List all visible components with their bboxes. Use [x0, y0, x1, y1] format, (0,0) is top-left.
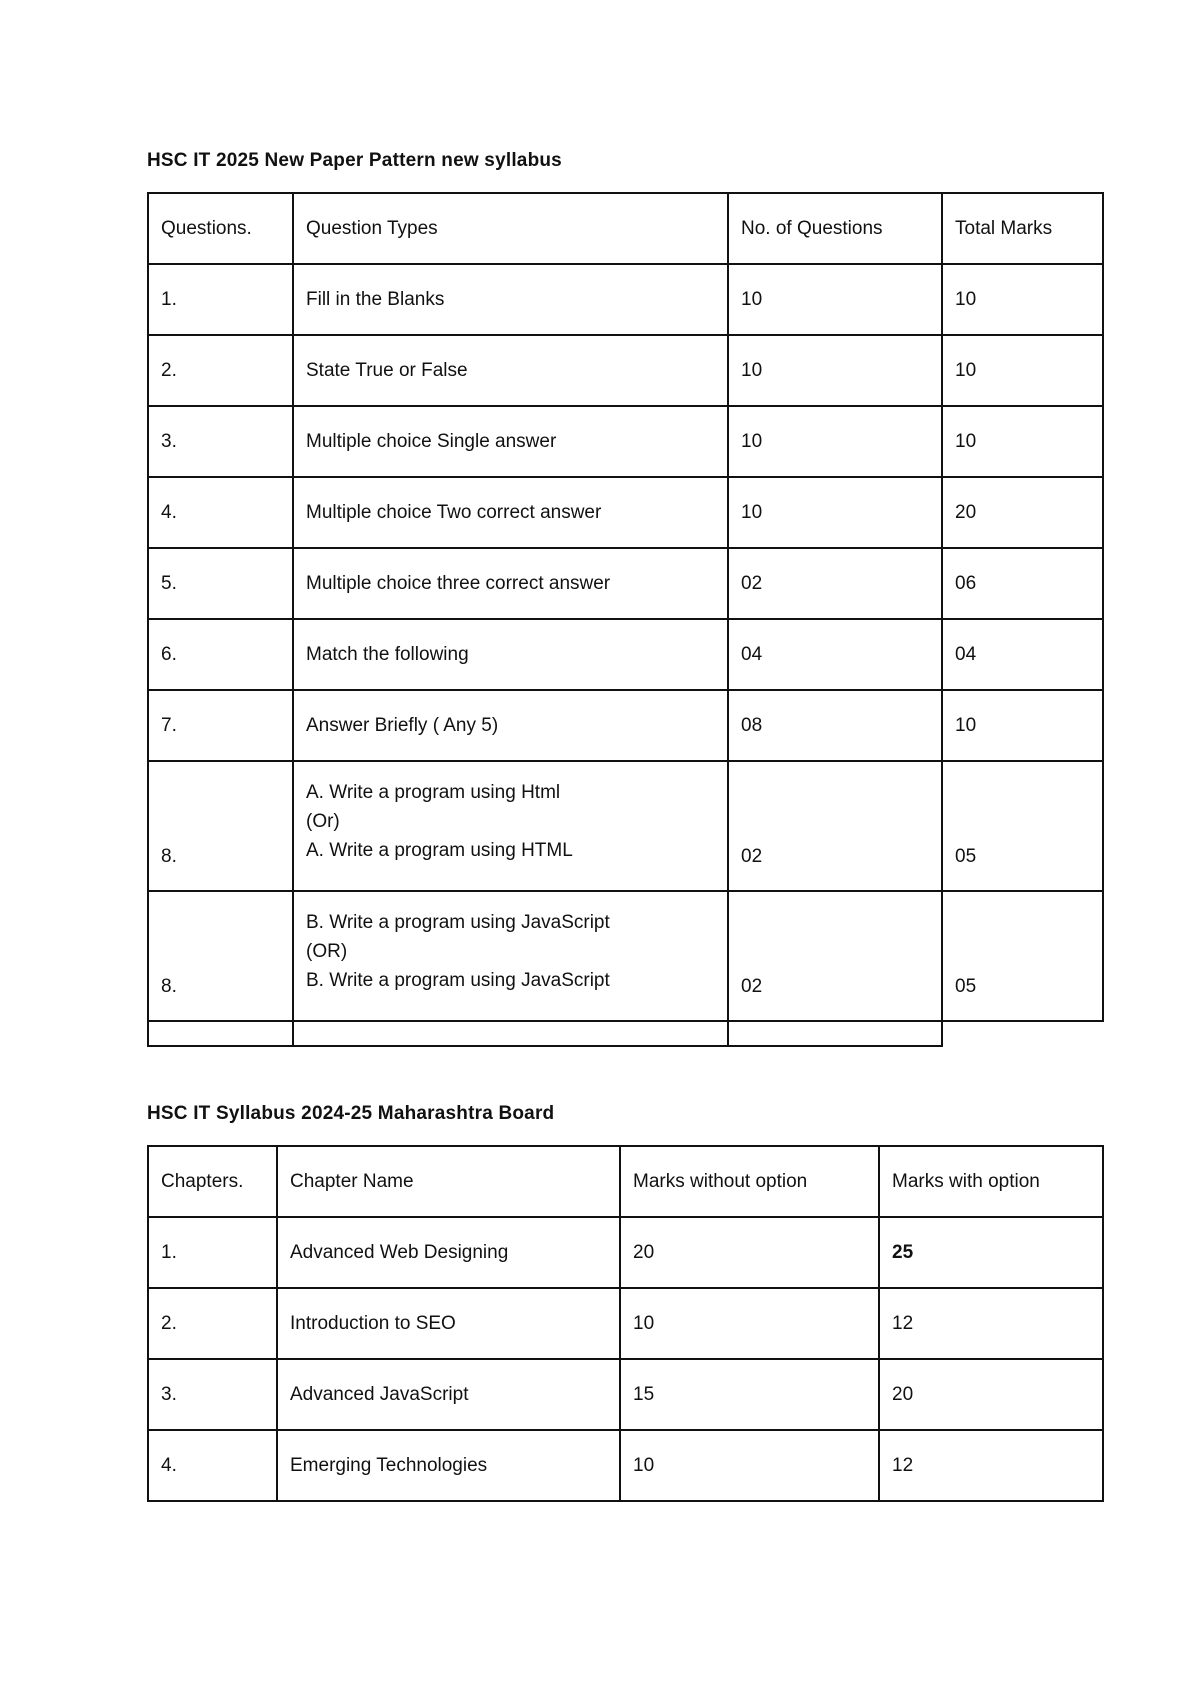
question-count: 10 [728, 406, 942, 477]
question-count: 02 [728, 548, 942, 619]
table-row [148, 1217, 1103, 1288]
question-type: Fill in the Blanks [293, 264, 728, 335]
question-type-line: (OR) [306, 941, 348, 962]
header-cell: Chapter Name [277, 1146, 620, 1217]
table-row [148, 1430, 1103, 1501]
header-cell: Marks without option [620, 1146, 879, 1217]
question-count: 08 [728, 690, 942, 761]
table-row [148, 1359, 1103, 1430]
table-row [148, 335, 1103, 406]
chapter-number: 4. [148, 1430, 277, 1501]
question-type [293, 761, 728, 891]
syllabus-table [147, 1145, 1104, 1502]
question-marks: 05 [942, 891, 1103, 1021]
question-type-line: A. Write a program using HTML [306, 840, 573, 861]
question-count: 10 [728, 335, 942, 406]
chapter-name: Emerging Technologies [277, 1430, 620, 1501]
question-marks: 06 [942, 548, 1103, 619]
question-number: 5. [148, 548, 293, 619]
header-cell: Marks with option [879, 1146, 1103, 1217]
paper-pattern-table [147, 192, 1104, 1047]
blank-area [942, 1021, 1103, 1046]
question-number: 8. [148, 761, 293, 891]
empty-cell [728, 1021, 942, 1046]
empty-cell [293, 1021, 728, 1046]
question-type [293, 891, 728, 1021]
table-row [148, 1288, 1103, 1359]
empty-cell [148, 1021, 293, 1046]
question-count: 02 [728, 891, 942, 1021]
marks-with-option: 12 [879, 1430, 1103, 1501]
header-cell: Total Marks [942, 193, 1103, 264]
question-number: 1. [148, 264, 293, 335]
table-row-javascript [148, 891, 1103, 1021]
question-marks: 20 [942, 477, 1103, 548]
empty-table-row [148, 1021, 1103, 1046]
marks-without-option: 10 [620, 1430, 879, 1501]
question-type: Multiple choice Single answer [293, 406, 728, 477]
question-marks: 10 [942, 690, 1103, 761]
chapter-number: 2. [148, 1288, 277, 1359]
question-type: Answer Briefly ( Any 5) [293, 690, 728, 761]
question-number: 3. [148, 406, 293, 477]
marks-without-option: 10 [620, 1288, 879, 1359]
marks-without-option: 20 [620, 1217, 879, 1288]
marks-with-option: 25 [879, 1217, 1103, 1288]
table-header-row [148, 1146, 1103, 1217]
question-type-line: A. Write a program using Html [306, 782, 561, 803]
question-number: 4. [148, 477, 293, 548]
table-row [148, 619, 1103, 690]
table-row [148, 477, 1103, 548]
chapter-name: Advanced Web Designing [277, 1217, 620, 1288]
header-cell: Questions. [148, 193, 293, 264]
question-count: 04 [728, 619, 942, 690]
question-type: Multiple choice Two correct answer [293, 477, 728, 548]
table-row [148, 548, 1103, 619]
chapter-name: Introduction to SEO [277, 1288, 620, 1359]
question-type-line: (Or) [306, 811, 340, 832]
chapter-name: Advanced JavaScript [277, 1359, 620, 1430]
table-header-row [148, 193, 1103, 264]
chapter-number: 3. [148, 1359, 277, 1430]
question-type-line: B. Write a program using JavaScript [306, 970, 610, 991]
paper-pattern-heading: HSC IT 2025 New Paper Pattern new syllabus [147, 150, 562, 171]
marks-with-option: 12 [879, 1288, 1103, 1359]
question-type-line: B. Write a program using JavaScript [306, 912, 610, 933]
header-cell: No. of Questions [728, 193, 942, 264]
table-row-html [148, 761, 1103, 891]
question-type: Match the following [293, 619, 728, 690]
table-row [148, 406, 1103, 477]
question-number: 8. [148, 891, 293, 1021]
question-count: 10 [728, 477, 942, 548]
question-type: State True or False [293, 335, 728, 406]
chapter-number: 1. [148, 1217, 277, 1288]
question-marks: 10 [942, 406, 1103, 477]
syllabus-heading: HSC IT Syllabus 2024-25 Maharashtra Board [147, 1103, 555, 1124]
header-cell: Question Types [293, 193, 728, 264]
marks-with-option: 20 [879, 1359, 1103, 1430]
table-row [148, 690, 1103, 761]
question-number: 2. [148, 335, 293, 406]
question-type: Multiple choice three correct answer [293, 548, 728, 619]
question-marks: 10 [942, 335, 1103, 406]
question-count: 02 [728, 761, 942, 891]
table-row [148, 264, 1103, 335]
question-number: 6. [148, 619, 293, 690]
question-marks: 04 [942, 619, 1103, 690]
question-marks: 05 [942, 761, 1103, 891]
header-cell: Chapters. [148, 1146, 277, 1217]
question-number: 7. [148, 690, 293, 761]
question-count: 10 [728, 264, 942, 335]
marks-without-option: 15 [620, 1359, 879, 1430]
question-marks: 10 [942, 264, 1103, 335]
